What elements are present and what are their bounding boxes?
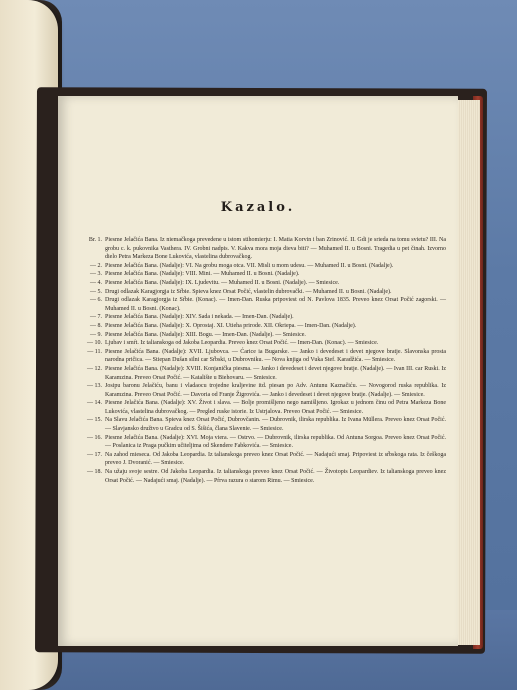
toc-entry-number: — 7. <box>90 314 102 321</box>
toc-entry-number: — 2. <box>90 262 102 269</box>
toc-entry-text: Na Slavu Jelačića Bana. Spieva knez Orsat Počić, Dubrovčanin. — Dubrovnik, ilirska republika. Iz Ivana Müllera. Preveo knez Orsat Počić. — Slavjansko družtvo u Gradcu od S. Šišića, člana Slavenie. — Smiesice. <box>105 417 446 433</box>
toc-entry <box>68 339 446 348</box>
toc-entry-number: — 14. <box>87 400 102 407</box>
toc-entry <box>68 296 446 313</box>
toc-entry-text: Piesme Jelačića Bana. (Nadalje): IX. Ljudevitu. — Muhamed II. u Bosni. (Nadalje). — Smiesice. <box>105 279 340 286</box>
toc-entry-number: — 8. <box>90 322 102 329</box>
toc-entry-number: — 6. <box>90 297 102 304</box>
toc-entry-text: Na užaju svoje sestre. Od Jakoba Leopardia. Iz talianskoga preveo knez Orsat Počić. — Životopis Leopardiev. Iz talianskoga preveo knez Orsat Počić. — Nadajući smaj. (Nadalje). — Pŕrva razura o starom Rimu. — Smiesice. <box>105 469 446 484</box>
toc-entry-text: Piesme Jelačića Bana. (Nadalje): VIII. Mini. — Muhamed II. u Bosni. (Nadalje). <box>105 271 300 278</box>
toc-entry-text: Piesme Jelačića Bana. (Nadalje): XVI. Moja viera. — Ostrvo. — Dubrovnik, ilirska republika. Od Antuna Sorgoa. Preveo knez Orsat Počić. — Poslanica iz Praga pučkim učiteljima od Skendere Fabkovića. — Smiesice. <box>105 434 446 450</box>
toc-entry <box>68 288 446 297</box>
book-page <box>58 96 458 646</box>
toc-entry-text: Piesme Jelačića Bana. (Nadalje): VI. Na grobu moga otca. VII. Misli u mom udesu. — Muhamed II. u Bosni. (Nadalje). <box>105 262 394 269</box>
toc-entry-number: — 5. <box>90 288 102 295</box>
table-of-contents <box>68 236 446 485</box>
toc-entry-text: Piesme Jelačića Bana. (Nadalje): XVIII. Konjanička piesma. — Janko i devedeset i devet njegove bratje. (Nadalje). — Ivan III. car Ruski. Iz Karamzina. Preveo Orsat Počić. — Katalište u Biehovaru. — Smiesice. <box>105 365 446 381</box>
toc-entry <box>68 262 446 271</box>
toc-entry <box>68 279 446 288</box>
toc-entry <box>68 322 446 331</box>
toc-entry-number: — 9. <box>90 331 102 338</box>
toc-entry-number: — 13. <box>87 383 102 390</box>
toc-entry <box>68 313 446 322</box>
toc-entry-number: — 12. <box>87 365 102 372</box>
toc-entry-number: — 18. <box>87 469 102 476</box>
toc-entry <box>68 451 446 468</box>
toc-entry <box>68 416 446 433</box>
toc-entry-text: Piesme Jelačića Bana. (Nadalje): XVII. Ljubovca. — Ćarice ia Bugarske. — Janko i devedeset i devet njegove bratje. Slavonska prosta narodna pričica. — Stiepan Dušan silni car Sŕbski, u Dubrovniku. — Nova knjiga od Vuka Stef. Karadžića. — Smiesice. <box>105 348 446 364</box>
toc-entry-text: Drugi odlazak Karagjorgja iz Sŕbie. (Konac). — Imen-Dan. Ruska pripoviest od N. Pavlova 1835. Preveo knez Orsat Počić zagorski. — Muhamed II. u Bosni. (Konac). <box>105 297 446 312</box>
toc-entry <box>68 468 446 485</box>
toc-entry <box>68 331 446 340</box>
toc-entry <box>68 382 446 399</box>
toc-entry-text: Piesme Jelačića Bana. Iz niemačkoga prevedene u istom stihomierju: I. Matia Korvin i ban Zrinović. II. Gdi je srieda na tomu svietu? III. Na grobu c. k. pukovnika Vasthera. IV. Grobni nadpis. V. Kakva mora moja dieva biti? — Muhamed II. u Bosni. Tragedia u pet činah. Izvorno dielo Petra Markeza Bone Lukovića, vlastelina dubrovačkog. <box>105 237 446 261</box>
toc-entry-text: Piesme Jelačića Bana. (Nadalje): XIV. Sada i nekada. — Imen-Dan. (Nadalje). <box>105 314 294 321</box>
toc-entry-number: — 3. <box>90 271 102 278</box>
toc-entry-text: Josipu baronu Jelačiću, banu i vladaocu trojedne kraljevine itd. piesan po Adv. Antunu Kaznačiću. — Novogorod ruska republika. Iz Karamzina. Preveo Orsat Počić. — Davoria od Franje Žigrovića. — Janko i devedeset i devet njegove bratje. (Nadalje). — Smiesice. <box>105 383 446 398</box>
toc-entry-number: — 10. <box>87 340 102 347</box>
toc-entry-text: Na zahod miesecа. Od Jakoba Leopardia. Iz talianskoga preveo knez Orsat Počić. — Nadajući smaj. Pripoviest iz sŕbskoga rata. Iz češkoga preveo J. Dvoranić. — Smiesice. <box>105 451 446 467</box>
page-title: Kazalo. <box>220 200 296 215</box>
toc-entry-number: — 15. <box>87 417 102 424</box>
toc-entry-number: — 4. <box>90 279 102 286</box>
toc-entry <box>68 236 446 262</box>
toc-entry-text: Piesme Jelačića Bana. (Nadalje): XIII. Bogu. — Imen-Dan. (Nadalje). — Smiesice. <box>105 331 306 338</box>
toc-entry <box>68 399 446 416</box>
toc-entry-text: Drugi odlazak Karagjorgja iz Sŕbie. Spieva knez Orsat Počić, vlastelin dubrovački. — Muhamed II. u Bosni. (Nadalje). <box>105 288 392 295</box>
toc-entry-text: Piesme Jelačića Bana. (Nadalje): X. Oprostaj. XI. Utieha prirode. XII. Okriepa. — Imen-Dan. (Nadalje). <box>105 322 357 329</box>
toc-entry-text: Piesme Jelačića Bana. (Nadalje): XV. Život i slava. — Bolje promišljeno nego namišljeno. Igrokaz u jednom činu od Petra Markeza Bone Lukovića, vlastelina dubrovačkog. — Pregled ruske istorie. Iz Ustrjalova. Preveo Orsat Počić. — Smiesice. <box>105 400 446 415</box>
toc-entry <box>68 348 446 365</box>
toc-entry-text: Ljubav i smŕt. Iz talianskoga od Jakoba Leopardia. Preveo knez Orsat Počić. — Imen-Dan. (Konac). — Smiesice. <box>105 340 379 347</box>
toc-entry <box>68 270 446 279</box>
toc-entry <box>68 434 446 451</box>
toc-entry <box>68 365 446 382</box>
toc-entry-number: — 11. <box>87 348 102 355</box>
toc-entry-number: — 17. <box>87 451 102 458</box>
toc-entry-number: — 16. <box>87 434 102 441</box>
toc-entry-number: Br. 1. <box>88 237 102 243</box>
